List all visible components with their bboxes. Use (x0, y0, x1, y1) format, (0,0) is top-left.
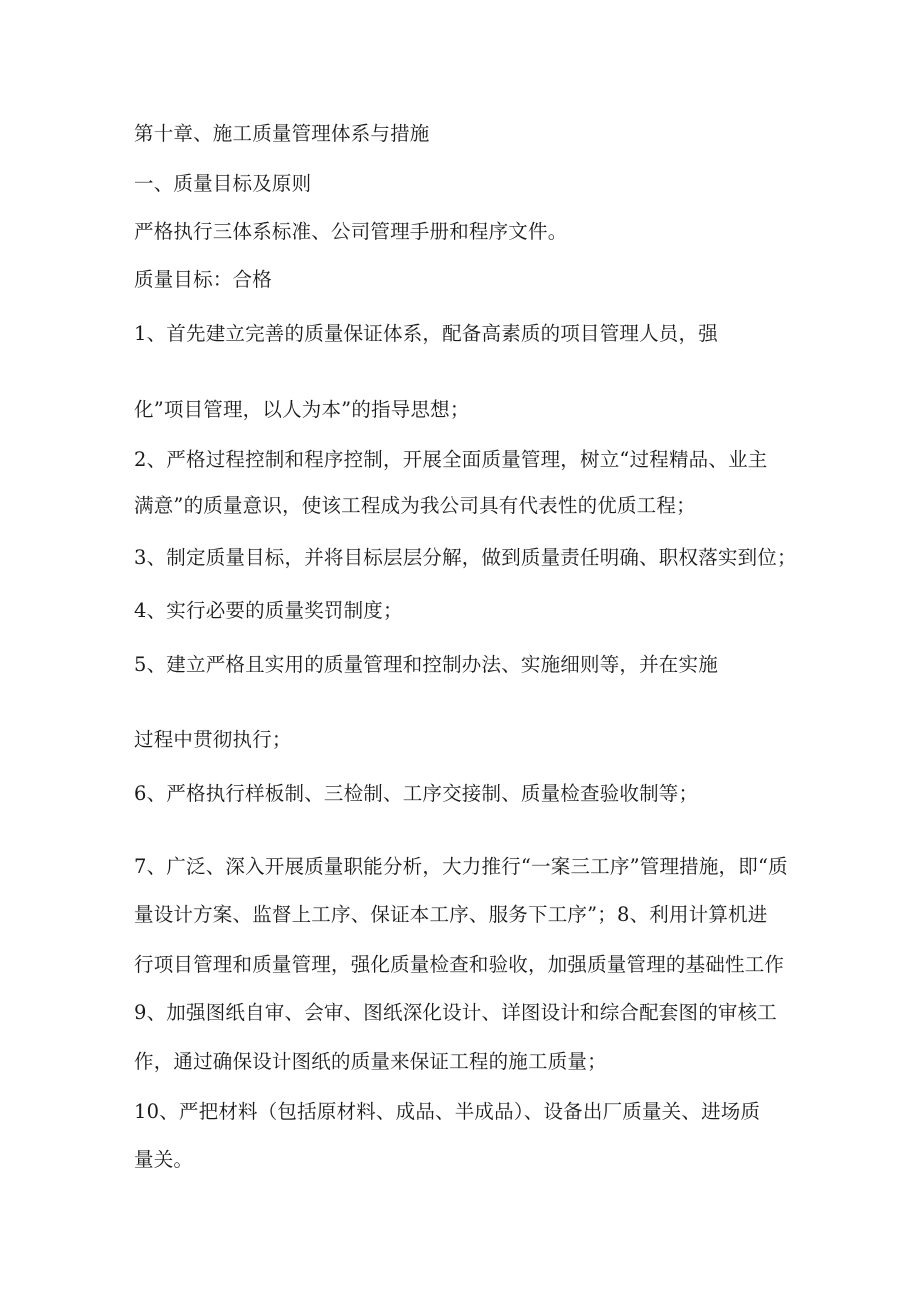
text-line: 6、严格执行样板制、三检制、工序交接制、质量检查验收制等； (134, 782, 699, 805)
text-line: 7、广泛、深入开展质量职能分析，大力推行“一案三工序”管理措施，即“质 (134, 855, 788, 878)
quality-target: 质量目标：合格 (134, 268, 272, 291)
text-line: 1、首先建立完善的质量保证体系，配备高素质的项目管理人员，强 (134, 322, 718, 345)
text-line: 5、建立严格且实用的质量管理和控制办法、实施细则等，并在实施 (134, 653, 718, 676)
text-line: 2、严格过程控制和程序控制，开展全面质量管理，树立“过程精品、业主 (134, 448, 768, 471)
text-line: 量设计方案、监督上工序、保证本工序、服务下工序”；8、利用计算机进 (134, 903, 768, 926)
text-line: 化”项目管理，以人为本”的指导思想； (134, 398, 470, 421)
text-line: 作，通过确保设计图纸的质量来保证工程的施工质量； (134, 1050, 607, 1073)
text-line: 3、制定质量目标，并将目标层层分解，做到质量责任明确、职权落实到位； (134, 546, 797, 569)
text-line: 量关。 (134, 1148, 194, 1171)
text-line: 9、加强图纸自审、会审、图纸深化设计、详图设计和综合配套图的审核工 (134, 1001, 778, 1024)
section-title: 一、质量目标及原则 (134, 172, 312, 195)
text-line: 行项目管理和质量管理，强化质量检查和验收，加强质量管理的基础性工作 (134, 953, 785, 976)
text-line: 4、实行必要的质量奖罚制度； (134, 599, 403, 622)
text-line: 满意”的质量意识，使该工程成为我公司具有代表性的优质工程； (134, 494, 696, 517)
text-line: 10、严把材料（包括原材料、成品、半成品）、设备出厂质量关、进场质 (134, 1100, 761, 1123)
intro-paragraph: 严格执行三体系标准、公司管理手册和程序文件。 (134, 220, 568, 243)
text-line: 过程中贯彻执行； (134, 728, 292, 751)
chapter-title: 第十章、施工质量管理体系与措施 (134, 122, 430, 145)
